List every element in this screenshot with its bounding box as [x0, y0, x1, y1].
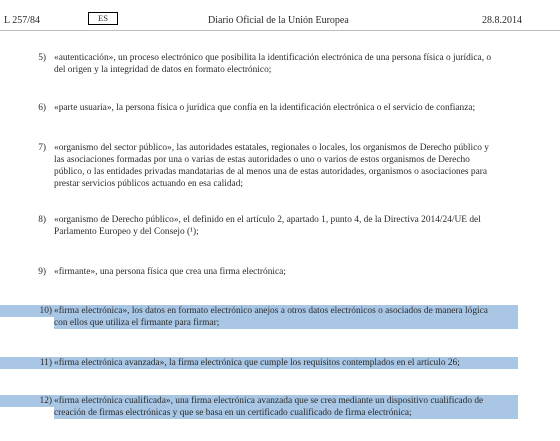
definition-line: «firma electrónica», los datos en formato electrónico anejos a otros datos electrónicos o asociados de manera lógica [54, 306, 488, 316]
definition-text [54, 52, 518, 76]
definition-text [54, 357, 518, 369]
definition-text [54, 266, 518, 278]
item-number: 9) [38, 267, 46, 277]
definition-line: público, o las entidades privadas mandatarias de al menos una de estas autoridades, organismos o asociaciones para [54, 167, 488, 177]
publication-date: 28.8.2014 [482, 15, 522, 26]
definition-line: «firma electrónica avanzada», la firma electrónica que cumple los requisitos contemplados en el artículo 26; [54, 358, 460, 368]
page-reference: L 257/84 [4, 15, 41, 26]
item-number: 6) [38, 103, 46, 113]
item-number: 7) [38, 143, 46, 153]
definition-line: con ellos que utiliza el firmante para firmar; [54, 318, 220, 328]
definition-line: «parte usuaria», la persona física o jurídica que confía en la identificación electrónica o el servicio de confianza; [54, 103, 476, 113]
language-badge: ES [88, 12, 118, 25]
definition-text [54, 142, 518, 190]
page-header [0, 0, 560, 31]
item-number: 8) [38, 215, 46, 225]
definition-text [54, 102, 518, 114]
definition-line: «firmante», una persona física que crea una firma electrónica; [54, 267, 286, 277]
definition-line: «firma electrónica cualificada», una firma electrónica avanzada que se crea mediante un dispositivo cualificado de [54, 396, 484, 406]
definition-line: Parlamento Europeo y del Consejo (¹); [54, 227, 199, 237]
definition-text [54, 305, 518, 329]
item-number: 11) [0, 357, 54, 369]
item-number: 5) [38, 53, 46, 63]
item-number: 10) [0, 305, 54, 317]
definition-line: «organismo de Derecho público», el definido en el artículo 2, apartado 1, punto 4, de la Directiva 2014/24/UE del [54, 215, 481, 225]
definition-text [54, 395, 518, 419]
definition-line: creación de firmas electrónicas y que se basa en un certificado cualificado de firma electrónica; [54, 408, 412, 418]
definition-line: del origen y la integridad de datos en formato electrónico; [54, 65, 272, 75]
definition-line: prestar servicios públicos actuando en esa calidad; [54, 179, 243, 189]
journal-title: Diario Oficial de la Unión Europea [208, 15, 349, 26]
definition-line: las asociaciones formadas por una o varias de estas autoridades o uno o varios de estos organismos de Derecho [54, 155, 470, 165]
item-number: 12) [0, 395, 54, 407]
definition-line: «organismo del sector público», las autoridades estatales, regionales o locales, los organismos de Derecho público y [54, 143, 489, 153]
definition-text [54, 214, 518, 238]
definition-line: «autenticación», un proceso electrónico que posibilita la identificación electrónica de una persona física o jurídica, o [54, 53, 492, 63]
